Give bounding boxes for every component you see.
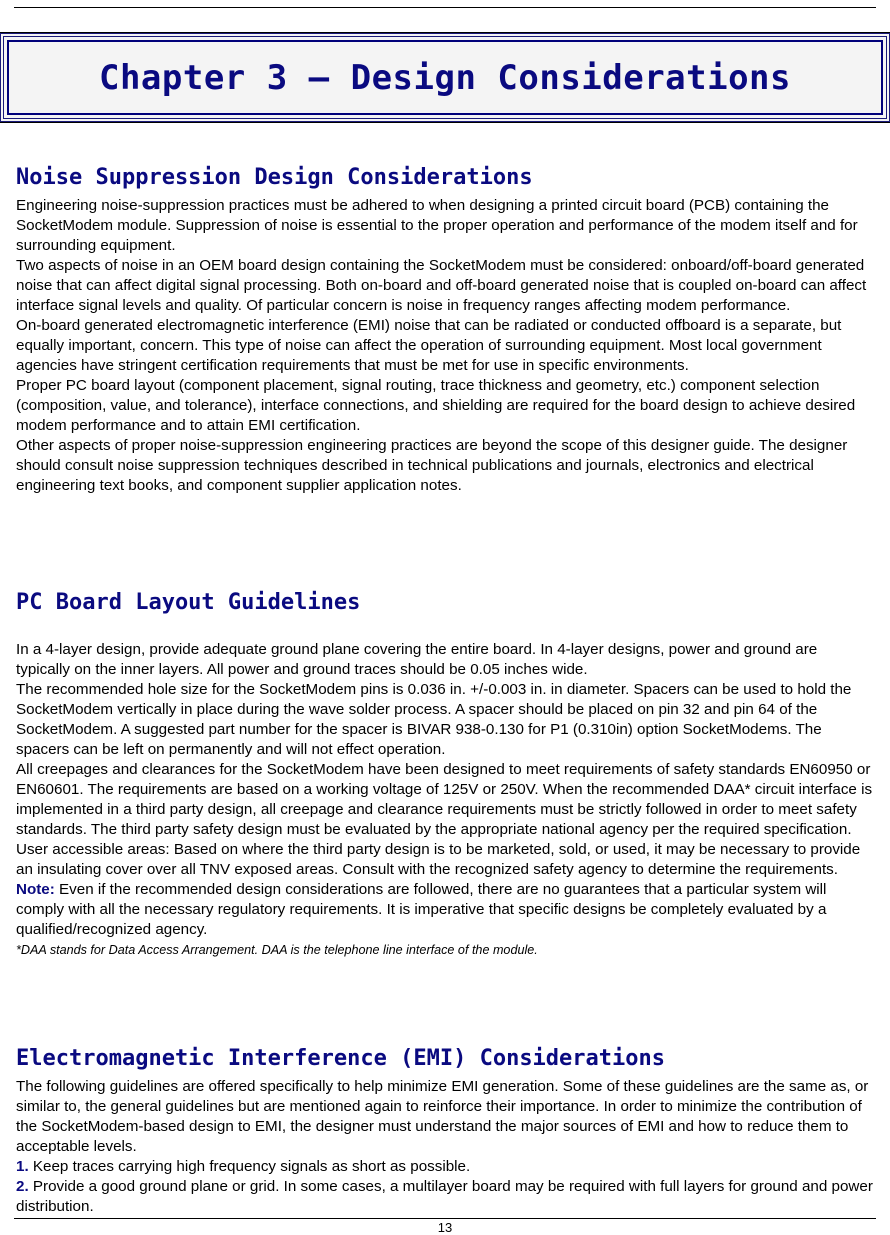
noise-paragraph: Proper PC board layout (component placement, signal routing, trace thickness and geometry, etc.) component selection (composition, value, and tolerance), interface connections, and shielding are required for the board design to achieve desired modem performance and to attain EMI certification. bbox=[16, 377, 856, 434]
emi-item-number: 1. bbox=[16, 1158, 29, 1175]
chapter-title-box bbox=[0, 33, 890, 122]
layout-section-heading: PC Board Layout Guidelines bbox=[16, 590, 361, 615]
page-number: 13 bbox=[437, 1220, 453, 1235]
emi-item-number: 2. bbox=[16, 1178, 29, 1195]
note-label: Note: bbox=[16, 881, 55, 898]
layout-note bbox=[16, 880, 874, 940]
note-text: Even if the recommended design considerations are followed, there are no guarantees that a particular system will comply with all the necessary regulatory requirements. It is imperative that specific designs be completely evaluated by a qualified/recognized agency. bbox=[16, 881, 827, 938]
layout-paragraph: The recommended hole size for the SocketModem pins is 0.036 in. +/-0.003 in. in diameter. Spacers can be used to hold the SocketModem vertically in place during the wave solder process. A spacer should be placed on pin 32 and pin 64 of the SocketModem. A suggested part number for the spacer is BIVAR 938-0.130 for P1 (0.310in) option SocketModems. The spacers can be left on permanently and will not effect operation. bbox=[16, 681, 852, 758]
emi-item-text: Provide a good ground plane or grid. In some cases, a multilayer board may be required with full layers for ground and power distribution. bbox=[16, 1178, 873, 1215]
noise-paragraph: Two aspects of noise in an OEM board design containing the SocketModem must be considered: onboard/off-board generated noise that can affect digital signal processing. Both on-board and off-board generated noise that is coupled on-board can affect interface signal levels and quality. Of particular concern is noise in frequency ranges affecting modem performance. bbox=[16, 257, 867, 314]
emi-intro: The following guidelines are offered specifically to help minimize EMI generation. Some of these guidelines are the same as, or similar to, the general guidelines but are mentioned again to reinforce their importance. In order to minimize the contribution of the SocketModem-based design to EMI, the designer must understand the major sources of EMI and how to reduce them to acceptable levels. bbox=[16, 1078, 869, 1155]
noise-paragraph: Engineering noise-suppression practices must be adhered to when designing a printed circuit board (PCB) containing the SocketModem module. Suppression of noise is essential to the proper operation and performance of the modem itself and for surrounding equipment. bbox=[16, 197, 858, 254]
emi-list-item bbox=[16, 1157, 874, 1177]
layout-paragraph: In a 4-layer design, provide adequate ground plane covering the entire board. In 4-layer designs, power and ground are typically on the inner layers. All power and ground traces should be 0.05 inches wide. bbox=[16, 641, 818, 678]
emi-section-body bbox=[16, 1077, 874, 1217]
chapter-title: Chapter 3 – Design Considerations bbox=[98, 57, 791, 98]
layout-paragraph: User accessible areas: Based on where the third party design is to be marketed, sold, or used, it may be necessary to provide an insulating cover over all TNV exposed areas. Consult with the recognized safety agency to determine the requirements. bbox=[16, 841, 861, 878]
emi-section-heading: Electromagnetic Interference (EMI) Considerations bbox=[16, 1046, 666, 1071]
noise-section-body bbox=[16, 196, 874, 496]
daa-footnote: *DAA stands for Data Access Arrangement. DAA is the telephone line interface of the module. bbox=[16, 943, 538, 957]
emi-item-text: Keep traces carrying high frequency signals as short as possible. bbox=[28, 1158, 471, 1175]
layout-paragraph: All creepages and clearances for the SocketModem have been designed to meet requirements of safety standards EN60950 or EN60601. The requirements are based on a working voltage of 125V or 250V. When the recommended DAA* circuit interface is implemented in a third party design, all creepage and clearance requirements must be strictly followed in order to meet safety standards. The third party safety design must be evaluated by the appropriate national agency per the required specification. bbox=[16, 761, 873, 838]
noise-section-heading: Noise Suppression Design Considerations bbox=[16, 165, 533, 190]
emi-list-item bbox=[16, 1177, 874, 1217]
noise-paragraph: On-board generated electromagnetic interference (EMI) noise that can be radiated or conducted offboard is a separate, but equally important, concern. This type of noise can affect the operation of surrounding equipment. Most local government agencies have stringent certification requirements that must be met for use in specific environments. bbox=[16, 317, 842, 374]
header-rule bbox=[14, 7, 876, 8]
noise-paragraph: Other aspects of proper noise-suppression engineering practices are beyond the scope of this designer guide. The designer should consult noise suppression techniques described in technical publications and journals, electronics and electrical engineering text books, and component supplier application notes. bbox=[16, 437, 848, 494]
footer-rule bbox=[14, 1218, 876, 1219]
layout-section-body bbox=[16, 640, 874, 960]
